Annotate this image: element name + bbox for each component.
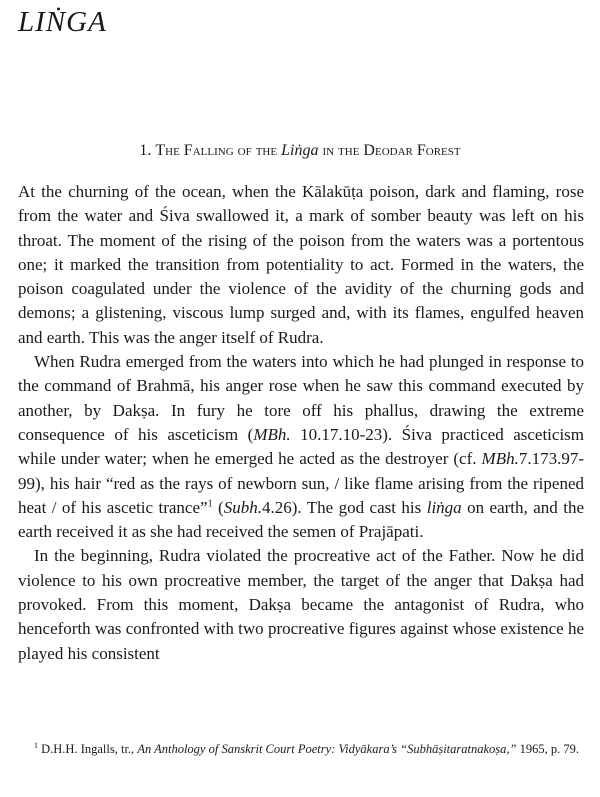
section-heading-part1: The Falling of the bbox=[155, 142, 282, 159]
citation-subh: Subh. bbox=[223, 497, 262, 517]
paragraph-3: In the beginning, Rudra violated the procreative act of the Father. Now he did violence to his own procreative member, the target of the anger that Dakṣa had provoked. From this moment, Dakṣa became the antagonist of Rudra, who henceforth was confronted with two procreative figures against whose existence he played his consistent bbox=[18, 546, 584, 663]
term-linga: liṅga bbox=[426, 497, 462, 517]
chapter-title: LIṄGA bbox=[18, 6, 107, 38]
footnote bbox=[18, 740, 584, 759]
citation-mbh-1: MBh. bbox=[253, 424, 291, 444]
footnote-details: 1965, p. 79. bbox=[516, 742, 579, 756]
paragraph-2-text-c: 7.173.97-99), his hair “red as the rays of newborn sun, / like flame arising from the ripened heat / of his ascetic trance” bbox=[18, 449, 584, 517]
paragraph-2-text-f: on earth, and the earth received it as she had received the semen of Prajāpati. bbox=[18, 497, 584, 542]
paragraph-2 bbox=[18, 350, 584, 544]
footnote-marker: 1 bbox=[34, 740, 38, 750]
footnote-author: D.H.H. Ingalls, tr., bbox=[38, 742, 138, 756]
paragraph-2-text-a: When Rudra emerged from the waters into which he had plunged in response to the command of Brahmā, his anger rose when he saw this command executed by another, by Dakṣa. In fury he tore off his phallus, drawing the extreme consequence of his asceticism ( bbox=[18, 352, 584, 444]
footnote-reference[interactable]: 1 bbox=[207, 498, 213, 510]
section-heading-part2: in the Deodar Forest bbox=[318, 142, 461, 159]
paragraph-2-text-b: 10.17.10-23). Śiva practiced asceticism while under water; when he emerged he acted as the destroyer (cf. bbox=[18, 424, 584, 469]
footnote-book-title: An Anthology of Sanskrit Court Poetry: Vidyākara’s “Subhāṣitaratnakoṣa,” bbox=[137, 742, 517, 756]
section-heading bbox=[0, 140, 600, 162]
section-heading-italic: Liṅga bbox=[281, 142, 319, 159]
section-number: 1. bbox=[139, 142, 152, 159]
paragraph-2-text-e: 4.26). The god cast his bbox=[261, 497, 427, 517]
paragraph-1: At the churning of the ocean, when the Kālakūṭa poison, dark and flaming, rose from the water and Śiva swallowed it, a mark of somber beauty was left on his throat. The moment of the rising of the poison from the waters was a portentous one; it marked the transition from potentiality to act. Formed in the waters, the poison coagulated under the violence of the avidity of the churning gods and demons; a glistening, viscous lump surged and, with its flames, engulfed heaven and earth. This was the anger itself of Rudra. bbox=[18, 182, 584, 347]
citation-mbh-2: MBh. bbox=[481, 449, 519, 469]
body-text bbox=[18, 180, 584, 666]
paragraph-2-text-d: ( bbox=[212, 497, 224, 517]
